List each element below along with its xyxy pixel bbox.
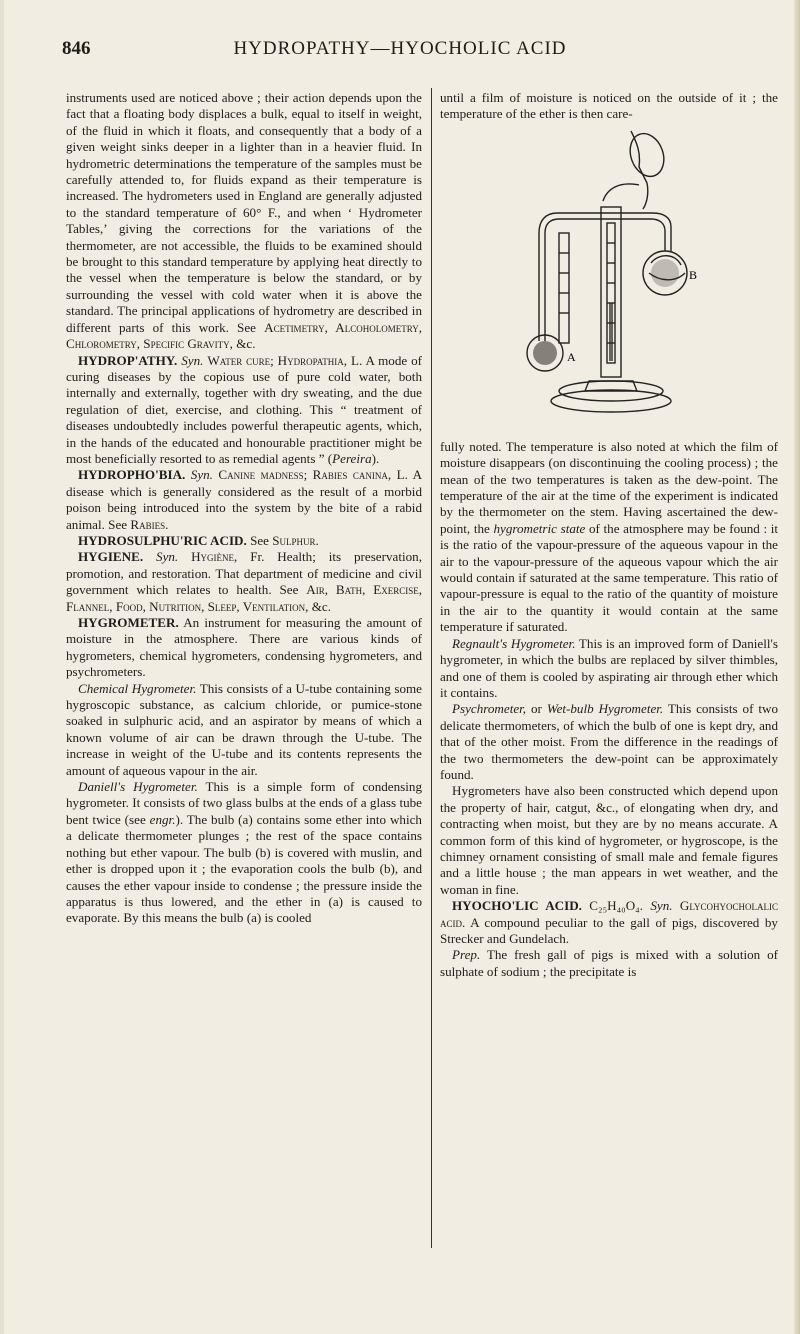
- figure-label-b: B: [689, 267, 698, 282]
- scan-left-edge: [0, 0, 4, 1334]
- left-column: [66, 90, 422, 927]
- dropper-icon: [631, 131, 648, 209]
- headword: HYDROSULPHU'RIC ACID.: [78, 532, 247, 548]
- regnault-hygrometer: Regnault's Hygrometer. This is an improved form of Daniell's hygrometer, in which the bulbs are replaced by silver thimbles, and one of them is cooled by aspirating air through ether which it contains.: [440, 635, 778, 700]
- headword: HYDROP'ATHY.: [78, 352, 178, 368]
- headword: HYDROPHO'BIA.: [78, 467, 186, 483]
- running-title: HYDROPATHY—HYOCHOLIC ACID: [233, 38, 567, 59]
- chemical-hygrometer: Chemical Hygrometer. This consists of a U-tube containing some hygroscopic substance, as calcium chloride, or pumice-stone soaked in sulphuric acid, and an aspirator by means of which a known volume of air can be drawn through the U-tube. The increase in weight of the U-tube and its contents represents the amount of aqueous vapour in the air.: [66, 680, 422, 778]
- entry-hydrophobia: HYDROPHO'BIA. Syn. Canine madness; Rabies canina, L. A disease which is generally considered as the result of a morbid poison being introduced into the system by the bite of a rabid animal. See Rabies.: [66, 467, 423, 532]
- entry-hygrometer: HYGROMETER. An instrument for measuring the amount of moisture in the atmosphere. There are various kinds of hygrometers, chemical hygrometers, condensing hygrometers, and psychrometers.: [66, 615, 422, 680]
- daniell-continuation: until a film of moisture is noticed on the outside of it ; the temperature of the ether is then care-: [440, 90, 778, 122]
- page-number: 846: [62, 38, 91, 59]
- figure-label-a: A: [567, 349, 576, 364]
- entry-hydrosulphuric-acid: HYDROSULPHU'RIC ACID. See Sulphur.: [78, 532, 319, 548]
- scan-right-edge: [794, 0, 800, 1334]
- psychrometer: Psychrometer, or Wet-bulb Hygrometer. This consists of two delicate thermometers, of which the bulb of one is kept dry, and that of the other moist. From the difference in the readings of the two thermometers the dew-point can be approximately found.: [440, 701, 778, 782]
- right-column: [440, 90, 778, 980]
- headword: HYGROMETER.: [78, 615, 179, 630]
- entry-hyocholic-acid: HYOCHO'LIC ACID. C₂₅H₄₀O₄. Syn. Glycohyocholalic acid. A compound peculiar to the gall of pigs, discovered by Strecker and Gundelach.: [440, 898, 778, 946]
- daniell-hygrometer-figure: [519, 123, 699, 435]
- entry-hydropathy: HYDROP'ATHY. Syn. Water cure; Hydropathia, L. A mode of curing diseases by the copious use of pure cold water, both internally and externally, together with dry sweating, and the due regulation of diet, exercise, and clothing. This “ treatment of diseases undoubtedly includes powerful therapeutic agents, which, in the hands of the educated and honourable practitioner might be most beneficially resorted to as remedial agents ” (Pereira).: [66, 352, 423, 466]
- headword: HYGIENE.: [78, 549, 144, 565]
- column-rule: [431, 88, 432, 1248]
- headword: HYOCHO'LIC ACID.: [452, 898, 582, 914]
- dew-point-text: fully noted. The temperature is also noted at which the film of moisture disappears (on discontinuing the cooling process) ; the mean of the two temperatures is taken as the dew-point. The temperature of the air at the time of the experiment is indicated by the thermometer on the stem. Having ascertained the dew-point, the hygrometric state of the atmosphere may be found : it is the ratio of the vapour-pressure of the aqueous vapour in the air to the vapour-pressure of the aqueous vapour which the air would contain if saturated at the same temperature. This ratio of vapour-pressure is equal to the ratio of the quantity of moisture in the air to the quantity it would contain at the same temperature if saturated.: [440, 438, 779, 635]
- preparation: Prep. The fresh gall of pigs is mixed with a solution of sulphate of sodium ; the precipitate is: [440, 947, 778, 979]
- page-header: [0, 38, 800, 68]
- other-hygrometers: Hygrometers have also been constructed which depend upon the property of hair, catgut, &c., of elongating when dry, and contracting when moist, but they are by no means accurate. A common form of this kind of hygrometer, or hygroscope, is the chimney ornament consisting of small male and female figures and a little house ; the man appears in wet weather, and the woman in fine.: [440, 783, 778, 897]
- hydrometer-continuation: instruments used are noticed above ; their action depends upon the fact that a floating body displaces a bulk, equal to itself in weight, of the fluid in which it floats, and consequently that a body of a given weight sinks deeper in a lighter than in a heavier fluid. In hydrometric determinations the temperature of the samples must be carefully attended to, for fluids expand as their temperature is increased. The hydrometers used in England are generally adjusted to the standard temperature of 60° F., and when ‘ Hydrometer Tables,’ giving the corrections for the variations of the thermometer, are not accessible, the fluids to be examined should be brought to this standard temperature by applying heat directly to the vessel when the temperature is below the standard, or by surrounding the vessel with cold water when it is above the standard. The principal applications of hydrometry are described in different parts of this work. See Acetimetry, Alcoholometry, Chlorometry, Specific Gravity, &c.: [66, 90, 422, 352]
- daniell-hygrometer: Daniell's Hygrometer. This is a simple form of condensing hygrometer. It consists of two glass bulbs at the ends of a glass tube bent twice (see engr.). The bulb (a) contains some ether into which a delicate thermometer plunges ; the rest of the space contains nothing but ether vapour. The bulb (b) is covered with muslin, and ether is dropped upon it ; the evaporation cools the bulb (b), and causes the ether vapour inside to condense ; the pressure inside the apparatus is thus lowered, and the ether in (a) is caused to evaporate. By this means the bulb (a) is cooled: [66, 779, 422, 926]
- entry-hygiene: HYGIENE. Syn. Hygiène, Fr. Health; its preservation, promotion, and restoration. That department of medicine and civil government which relates to health. See Air, Bath, Exercise, Flannel, Food, Nutrition, Sleep, Ventilation, &c.: [66, 549, 423, 614]
